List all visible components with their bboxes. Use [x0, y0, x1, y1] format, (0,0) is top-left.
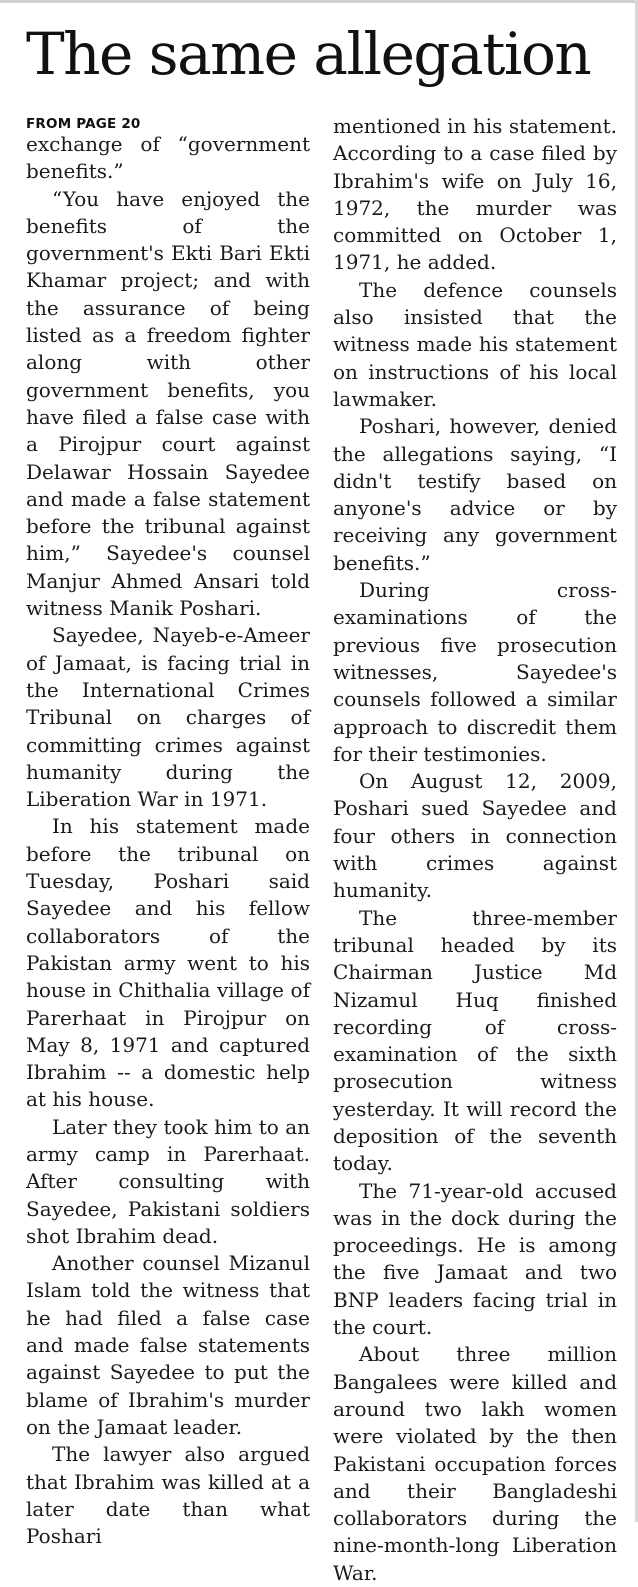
article-paragraph: On August 12, 2009, Poshari sued Sayedee and four others in connection with crimes against humanity. [333, 769, 617, 903]
continuation-kicker: FROM PAGE 20 [26, 116, 141, 132]
article-column-left [26, 113, 310, 1550]
article-paragraph: exchange of “government benefits.” [26, 132, 310, 184]
article-column-right [333, 113, 617, 1587]
article-paragraph: Sayedee, Nayeb-e-Ameer of Jamaat, is facing trial in the International Crimes Tribunal on charges of committing crimes against humanity during the Liberation War in 1971. [26, 623, 310, 812]
article-paragraph: The lawyer also argued that Ibrahim was killed at a later date than what Poshari [26, 1442, 310, 1549]
article-paragraph: “You have enjoyed the benefits of the government's Ekti Bari Ekti Khamar project; and with the assurance of being listed as a freedom fighter along with other government benefits, you have filed a false case with a Pirojpur court against Delawar Hossain Sayedee and made a false statement before the tribunal against him,” Sayedee's counsel Manjur Ahmed Ansari told witness Manik Poshari. [26, 186, 310, 621]
article-paragraph: Another counsel Mizanul Islam told the witness that he had filed a false case and made false statements against Sayedee to put the blame of Ibrahim's murder on the Jamaat leader. [26, 1251, 310, 1439]
article-paragraph: Poshari, however, denied the allegations saying, “I didn't testify based on anyone's advice or by receiving any government benefits.” [333, 414, 617, 575]
article-paragraph: Later they took him to an army camp in Parerhaat. After consulting with Sayedee, Pakistani soldiers shot Ibrahim dead. [26, 1114, 310, 1248]
article-paragraph: About three million Bangalees were killed and around two lakh women were violated by the then Pakistani occupation forces and their Bangladeshi collaborators during the nine-month-long Liberation War. [333, 1342, 617, 1585]
article-paragraph: The 71-year-old accused was in the dock during the proceedings. He is among the five Jamaat and two BNP leaders facing trial in the court. [333, 1178, 617, 1340]
article-paragraph: During cross-examinations of the previous five prosecution witnesses, Sayedee's counsels followed a similar approach to discredit them for their testimonies. [333, 578, 617, 766]
article-paragraph: The three-member tribunal headed by its Chairman Justice Md Nizamul Huq finished recording of cross-examination of the sixth prosecution witness yesterday. It will record the deposition of the seventh today. [333, 905, 617, 1176]
top-border-rule [0, 0, 638, 3]
article-headline: The same allegation [26, 20, 591, 88]
article-paragraph: The defence counsels also insisted that the witness made his statement on instructions of his local lawmaker. [333, 277, 617, 411]
article-paragraph: mentioned in his statement. According to a case filed by Ibrahim's wife on July 16, 1972, the murder was committed on October 1, 1971, he added. [333, 114, 617, 275]
article-paragraph: In his statement made before the tribunal on Tuesday, Poshari said Sayedee and his fellow collaborators of the Pakistan army went to his house in Chithalia village of Parerhaat in Pirojpur on May 8, 1971 and captured Ibrahim -- a domestic help at his house. [26, 814, 310, 1112]
